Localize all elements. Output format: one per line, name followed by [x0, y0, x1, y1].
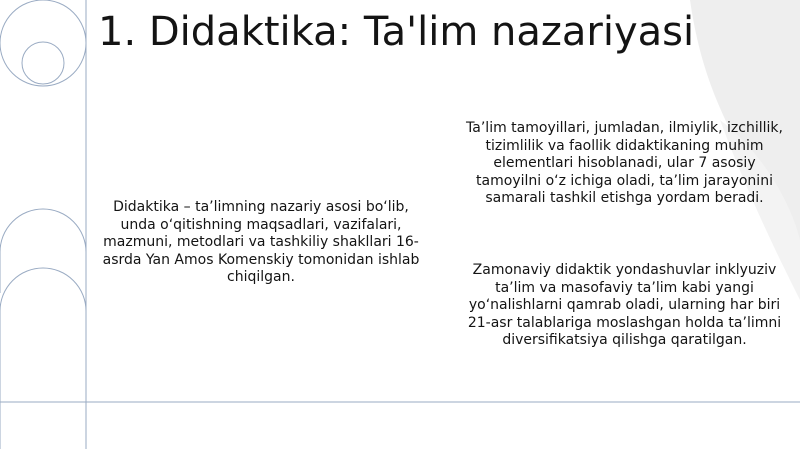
slide-title: 1. Didaktika: Ta'lim nazariyasi [98, 9, 695, 55]
decorative-arch-lower [0, 268, 86, 449]
decorative-arch-upper [0, 209, 86, 449]
paragraph-modern-approaches: Zamonaviy didaktik yondashuvlar inklyuziv ta’lim va masofaviy ta’lim kabi yangi yo‘nalishlarni qamrab oladi, ularning har biri 21-asr talablariga moslashgan holda ta’limni diversifikatsiya qilishga qaratilgan. [467, 262, 782, 348]
paragraph-didactics-definition: Didaktika – ta’limning nazariy asosi bo‘lib, unda o‘qitishning maqsadlari, vazifalari, mazmuni, metodlari va tashkiliy shakllari 16-asrda Yan Amos Komenskiy tomonidan ishlab chiqilgan. [102, 199, 420, 285]
decorative-circle-large [0, 0, 86, 86]
decorative-circle-small [22, 42, 64, 84]
paragraph-teaching-principles: Ta’lim tamoyillari, jumladan, ilmiylik, izchillik, tizimlilik va faollik didaktikaning muhim elementlari hisoblanadi, ular 7 asosiy tamoyilni o‘z ichiga oladi, ta’lim jarayonini samarali tashkil etishga yordam beradi. [466, 120, 783, 206]
